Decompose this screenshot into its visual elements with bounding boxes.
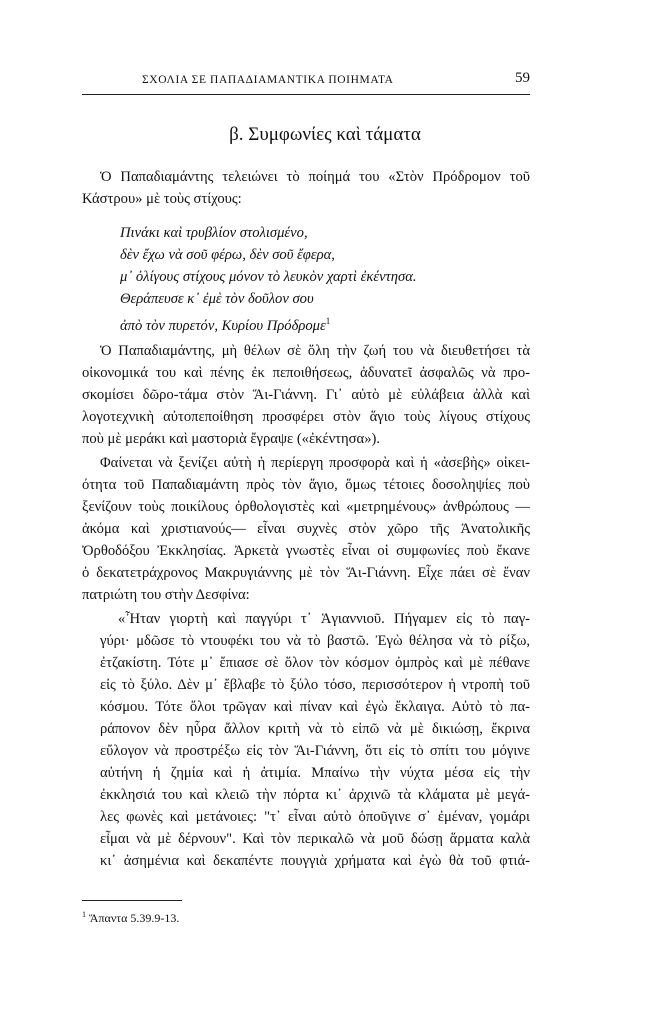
poem-line bbox=[120, 310, 540, 332]
paragraph-line: πατριώτη του στὴν Δεσφίνα: bbox=[82, 587, 250, 603]
quote-line: ἐκκλησιά του καὶ κλειῶ τὴν πόρτα κι᾽ ἀρχινῶ τὰ κλάματα μὲ μεγά- bbox=[100, 787, 530, 803]
poem-line-text: ἀπὸ τὸν πυρετόν, Κυρίου Πρόδρομε bbox=[120, 317, 326, 334]
page-number: 59 bbox=[515, 70, 530, 86]
header-rule bbox=[82, 94, 530, 95]
paragraph-line: ποὺ μὲ μεράκι καὶ μαστοριὰ ἔγραψε («ἐκέντησα»). bbox=[82, 431, 380, 447]
quote-line: κι᾽ ἀσημένια καὶ δεκαπέντε πουγγιὰ χρήματα καὶ ἐγὼ θὰ τοῦ φτιά- bbox=[100, 853, 530, 869]
poem-line: Θεράπευσε κ᾽ ἐμὲ τὸν δοῦλον σου bbox=[120, 291, 314, 307]
paragraph-1 bbox=[82, 340, 530, 450]
quote-line: ἐτζακίστη. Τότε μ᾽ ἔπιασε σὲ ὅλον τὸν κόσμον ὀμπρὸς καὶ μὲ πέθανε bbox=[100, 655, 530, 671]
quote-line: εὔλογον νὰ προστρέξω εἰς τὸν Ἅι-Γιάννη, ὅτι εἰς τὸ σπίτι του μόγινε bbox=[100, 743, 530, 759]
paragraph-line: Φαίνεται νὰ ξενίζει αὐτὴ ἡ περίεργη προσφορὰ καὶ ἡ «ἀσεβὴς» οἰκει- bbox=[100, 455, 530, 471]
quote-line: αὐτήνη ἡ ζημία καὶ ἡ ἀτιμία. Μπαίνω τὴν νύχτα μέσα εἰς τὴν bbox=[100, 765, 530, 781]
running-head bbox=[82, 70, 530, 92]
footnote bbox=[82, 910, 179, 926]
paragraph-line: οἰκονομικά του καὶ πένης ἐκ πεποιθήσεως, ἀδυνατεῖ ἀσφαλῶς νὰ προ- bbox=[82, 365, 530, 381]
quote-line: ράπονον δὲν ηὗρα ἄλλον κριτὴ νὰ τὸ εἰπῶ νὰ μὲ δικιώσῃ, ἔκρινα bbox=[100, 721, 530, 737]
quote-line: κόσμου. Τότε ὅλοι τρῶγαν καὶ πίναν καὶ ἐγὼ ἔκλαιγα. Αὐτὸ τὸ πα- bbox=[100, 699, 530, 715]
makrygiannis-quote bbox=[100, 608, 530, 872]
paragraph-line: ὁ δεκατετράχρονος Μακρυγιάννης μὲ τὸν Ἅι-Γιάννη. Εἶχε πάει σὲ ἕναν bbox=[82, 565, 530, 581]
paragraph-line: Ὀρθοδόξου Ἐκκλησίας. Ἀρκετὰ γνωστὲς εἶναι οἱ συμφωνίες ποὺ ἔκανε bbox=[82, 543, 530, 559]
paragraph-line: σκομίσει δῶρο-τάμα στὸν Ἅι-Γιάννη. Γι᾽ αὐτὸ μὲ εὐλάβεια ἀλλὰ καὶ bbox=[82, 387, 530, 403]
footnote-text: Ἅπαντα 5.39.9-13. bbox=[89, 911, 180, 925]
poem-line: μ᾽ ὀλίγους στίχους μόνον τὸ λευκὸν χαρτὶ ἐκέντησα. bbox=[120, 269, 417, 285]
paragraph-line: Ὁ Παπαδιαμάντης, μὴ θέλων σὲ ὅλη τὴν ζωή του νὰ διευθετήσει τὰ bbox=[100, 343, 530, 359]
paragraph-line: λογοτεχνικὴ αὐτοπεποίθηση προσφέρει στὸν ἅγιο τοὺς λίγους στίχους bbox=[82, 409, 530, 425]
poem-line: δὲν ἔχω νὰ σοῦ φέρω, δὲν σοῦ ἔφερα, bbox=[120, 247, 335, 263]
intro-line: Ὁ Παπαδιαμάντης τελειώνει τὸ ποίημά του «Στὸν Πρόδρομον τοῦ bbox=[100, 169, 530, 185]
footnote-reference: 1 bbox=[325, 316, 331, 326]
paragraph-line: ξενίζουν τοὺς ποικίλους ὀρθολογιστὲς καὶ «μετρημένους» ἀνθρώπους — bbox=[82, 499, 530, 515]
running-title: ΣΧΟΛΙΑ ΣΕ ΠΑΠΑΔΙΑΜΑΝΤΙΚΑ ΠΟΙΗΜΑΤΑ bbox=[142, 74, 394, 86]
quote-line: γύρι· μδῶσε τὸ ντουφέκι του νὰ τὸ βαστῶ. Ἐγὼ θέλησα νὰ τὸ ρίξω, bbox=[100, 633, 530, 649]
quote-line: λες φωνὲς καὶ μετάνοιες: "τ᾽ εἶναι αὐτὸ ὁπoῦγινε σ᾽ ἐμέναν, γομάρι bbox=[100, 809, 530, 825]
section-title: β. Συμφωνίες καὶ τάματα bbox=[229, 124, 421, 145]
paragraph-line: ἀκόμα καὶ χριστιανούς— εἶναι συχνὲς στὸν χῶρο τῆς Ἀνατολικῆς bbox=[82, 521, 530, 537]
poem-line: Πινάκι καὶ τρυβλίον στολισμένο, bbox=[120, 225, 308, 241]
paragraph-line: ότητα τοῦ Παπαδιαμάντη πρὸς τὸν ἅγιο, ὅμως τέτοιες δοσοληψίες ποὺ bbox=[82, 477, 530, 493]
footnote-marker: 1 bbox=[82, 910, 86, 919]
quote-line: εἶμαι νὰ μὲ δέρνουν". Καὶ τὸν περικαλῶ νὰ μοῦ δώσῃ ἅρματα καλὰ bbox=[100, 831, 530, 847]
intro-paragraph bbox=[82, 166, 530, 210]
poem-quote bbox=[120, 222, 540, 332]
intro-line: Κάστρου» μὲ τοὺς στίχους: bbox=[82, 191, 242, 207]
quote-line: «Ἦταν γιορτὴ καὶ παγγύρι τ᾽ Ἁγιαννιοῦ. Πήγαμεν εἰς τὸ παγ- bbox=[118, 611, 530, 627]
paragraph-2 bbox=[82, 452, 530, 606]
quote-line: εἰς τὸ ξύλο. Δὲν μ᾽ ἔβλαβε τὸ ξύλο τόσο, περισσότερον ἡ ντροπὴ τοῦ bbox=[100, 677, 530, 693]
footnote-rule bbox=[82, 900, 182, 901]
